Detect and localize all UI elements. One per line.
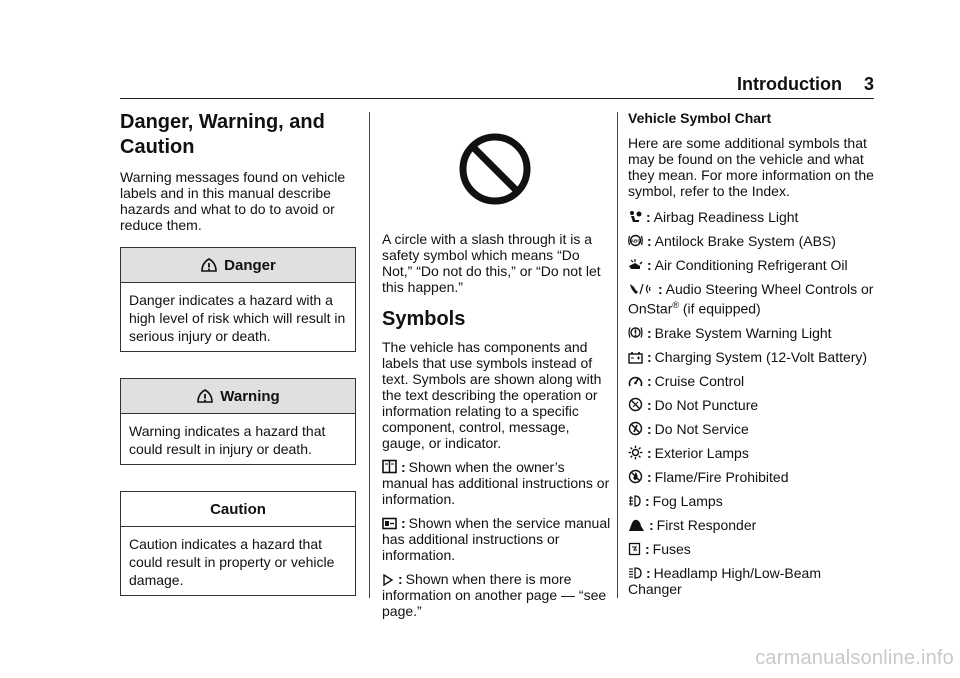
caution-box [120, 491, 356, 596]
header-rule [120, 98, 874, 99]
see-page-arrow-icon [382, 574, 394, 586]
book-icon [382, 459, 397, 474]
warning-triangle-icon [200, 257, 218, 274]
warning-body: Warning indicates a hazard that could result in injury or death. [129, 423, 326, 457]
symbols-intro: The vehicle has components and labels that use symbols instead of text. Symbols are shown along with the text describing the operation or information relating to a specific component, control, message, gauge, or indicator. [382, 339, 602, 451]
refrigerant-oil-icon [628, 258, 643, 272]
abs-icon [628, 233, 643, 248]
column-2 [382, 110, 612, 627]
cruise-control-icon [628, 374, 643, 388]
page-header [737, 74, 874, 95]
service-manual-icon [382, 517, 397, 530]
symbol-item: : Audio Steering Wheel Controls or OnStar® (if equipped) [628, 281, 874, 317]
warning-triangle-icon [196, 388, 214, 405]
caution-box-header [121, 492, 355, 527]
first-responder-icon [628, 518, 645, 532]
do-not-service-icon [628, 421, 643, 436]
page-number: 3 [863, 74, 874, 94]
flame-prohibited-icon [628, 469, 643, 484]
vehicle-symbol-chart-heading: Vehicle Symbol Chart [628, 110, 772, 126]
column-1 [120, 110, 356, 596]
column-divider-2 [617, 112, 618, 598]
symbol-item: : Exterior Lamps [628, 445, 878, 461]
service-manual-note: : Shown when the service manual has additional instructions or information. [382, 515, 611, 563]
caution-title: Caution [210, 500, 266, 518]
symbol-item: : Airbag Readiness Light [628, 209, 878, 225]
warning-title: Warning [220, 387, 280, 405]
symbol-item: : Do Not Service [628, 421, 878, 437]
see-page-text: Shown when there is more information on another page — “see page.” [382, 571, 607, 619]
no-symbol-icon [457, 131, 533, 207]
do-not-puncture-icon [628, 397, 643, 412]
danger-title: Danger [224, 256, 276, 274]
symbol-item: : Cruise Control [628, 373, 878, 389]
section-title: Introduction [737, 74, 842, 94]
symbol-item: : First Responder [628, 517, 878, 533]
airbag-icon [628, 210, 642, 224]
owners-manual-text: Shown when the owner’s manual has additional instructions or information. [382, 459, 610, 507]
symbol-item: : Fuses [628, 541, 878, 557]
symbol-item: : Charging System (12-Volt Battery) [628, 349, 878, 365]
warning-box-header [121, 379, 355, 414]
owners-manual-note: : Shown when the owner’s manual has additional instructions or information. [382, 459, 610, 507]
fuses-icon [628, 542, 641, 556]
chart-intro: Here are some additional symbols that may be found on the vehicle and what they mean. For more information on the symbol, refer to the Index. [628, 135, 874, 199]
caution-body: Caution indicates a hazard that could result in property or vehicle damage. [129, 536, 335, 588]
symbol-item: : Do Not Puncture [628, 397, 878, 413]
symbol-item: ABS : Antilock Brake System (ABS) [628, 233, 878, 249]
exterior-lamps-icon [628, 445, 643, 460]
headlamp-beam-icon [628, 566, 642, 580]
heading-danger-warning-caution: Danger, Warning, and Caution [120, 111, 325, 158]
symbol-item: : Air Conditioning Refrigerant Oil [628, 257, 878, 273]
danger-box [120, 247, 356, 352]
column-divider-1 [369, 112, 370, 598]
battery-icon [628, 351, 643, 364]
symbol-item: : Fog Lamps [628, 493, 878, 509]
symbols-heading: Symbols [382, 308, 466, 330]
intro-paragraph: Warning messages found on vehicle labels and in this manual describe hazards and what to do to avoid or reduce them. [120, 169, 346, 233]
danger-box-header [121, 248, 355, 283]
brake-warning-icon [628, 325, 643, 340]
fog-lamps-icon [628, 494, 641, 508]
see-page-note: : Shown when there is more information on another page — “see page.” [382, 571, 607, 619]
symbol-item: : Flame/Fire Prohibited [628, 469, 878, 485]
column-3 [628, 110, 878, 605]
symbol-item: : Brake System Warning Light [628, 325, 878, 341]
steering-wheel-controls-icon [628, 282, 654, 296]
symbol-item: : Headlamp High/Low-Beam Changer [628, 564, 821, 597]
watermark: carmanualsonline.info [755, 647, 954, 669]
danger-body: Danger indicates a hazard with a high level of risk which will result in serious injury or death. [129, 292, 346, 344]
service-manual-text: Shown when the service manual has additional instructions or information. [382, 515, 611, 563]
warning-box [120, 378, 356, 465]
svg-text:ABS: ABS [630, 238, 641, 244]
circle-slash-description: A circle with a slash through it is a safety symbol which means “Do Not,” “Do not do this,” or “Do not let this happen.” [382, 231, 601, 295]
